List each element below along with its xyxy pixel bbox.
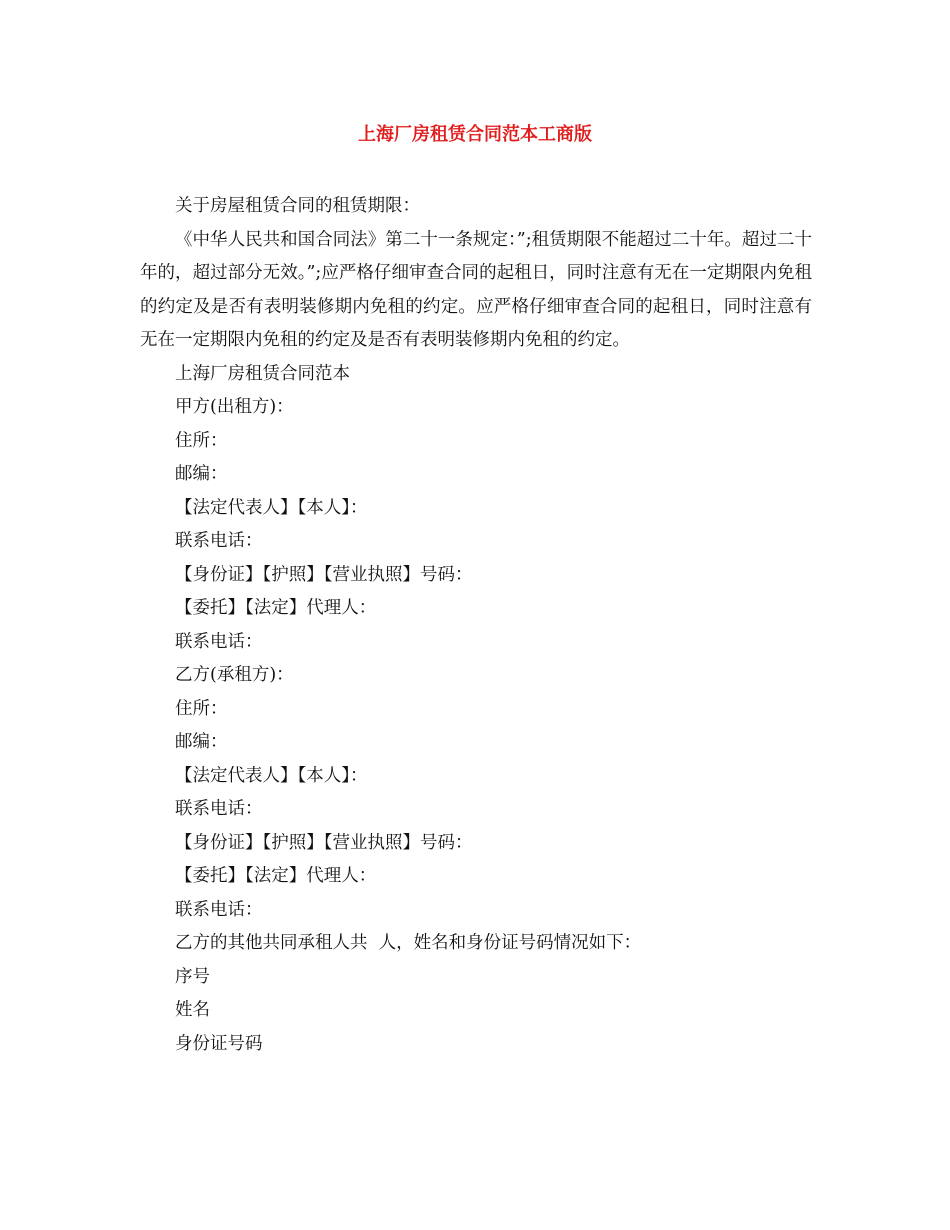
form-title: 上海厂房租赁合同范本 [175,363,350,384]
party-b-address: 住所： [175,698,228,719]
intro-paragraph: 《中华人民共和国合同法》第二十一条规定：”;租赁期限不能超过二十年。超过二十年的，超过部分无效。”;应严格仔细审查合同的起租日，同时注意有无在一定期限内免租的约定及是否有表明装修期内免租的约定。应严格仔细审查合同的起租日，同时注意有无在一定期限内免租的约定及是否有表明装修期内免租的约定。 [140,229,812,350]
document-body [140,190,812,1061]
party-b-agent-phone: 联系电话： [175,899,263,920]
party-a-postcode: 邮编： [175,464,228,484]
party-a-representative: 【法定代表人】【本人】： [175,497,368,518]
party-a-agent-phone: 联系电话： [175,631,263,652]
co-tenants-column-id: 身份证号码 [175,1033,263,1054]
party-b-agent: 【委托】【法定】代理人： [175,866,377,886]
co-tenants-intro: 乙方的其他共同承租人共 人，姓名和身份证号码情况如下： [175,933,642,953]
party-a-id-number: 【身份证】【护照】【营业执照】号码： [175,564,473,585]
document-title: 上海厂房租赁合同范本工商版 [358,124,592,145]
party-b-id-number: 【身份证】【护照】【营业执照】号码： [175,832,473,853]
party-b-postcode: 邮编： [175,732,228,752]
intro-heading: 关于房屋租赁合同的租赁期限： [175,196,420,216]
party-a-address: 住所： [175,430,228,451]
co-tenants-column-serial: 序号 [175,966,210,987]
party-a-label: 甲方(出租方)： [175,397,294,417]
party-a-agent: 【委托】【法定】代理人： [175,598,377,618]
party-b-label: 乙方(承租方)： [175,665,294,685]
co-tenants-column-name: 姓名 [175,1000,210,1020]
party-a-phone: 联系电话： [175,531,263,551]
party-b-phone: 联系电话： [175,799,263,819]
party-b-representative: 【法定代表人】【本人】： [175,765,368,786]
